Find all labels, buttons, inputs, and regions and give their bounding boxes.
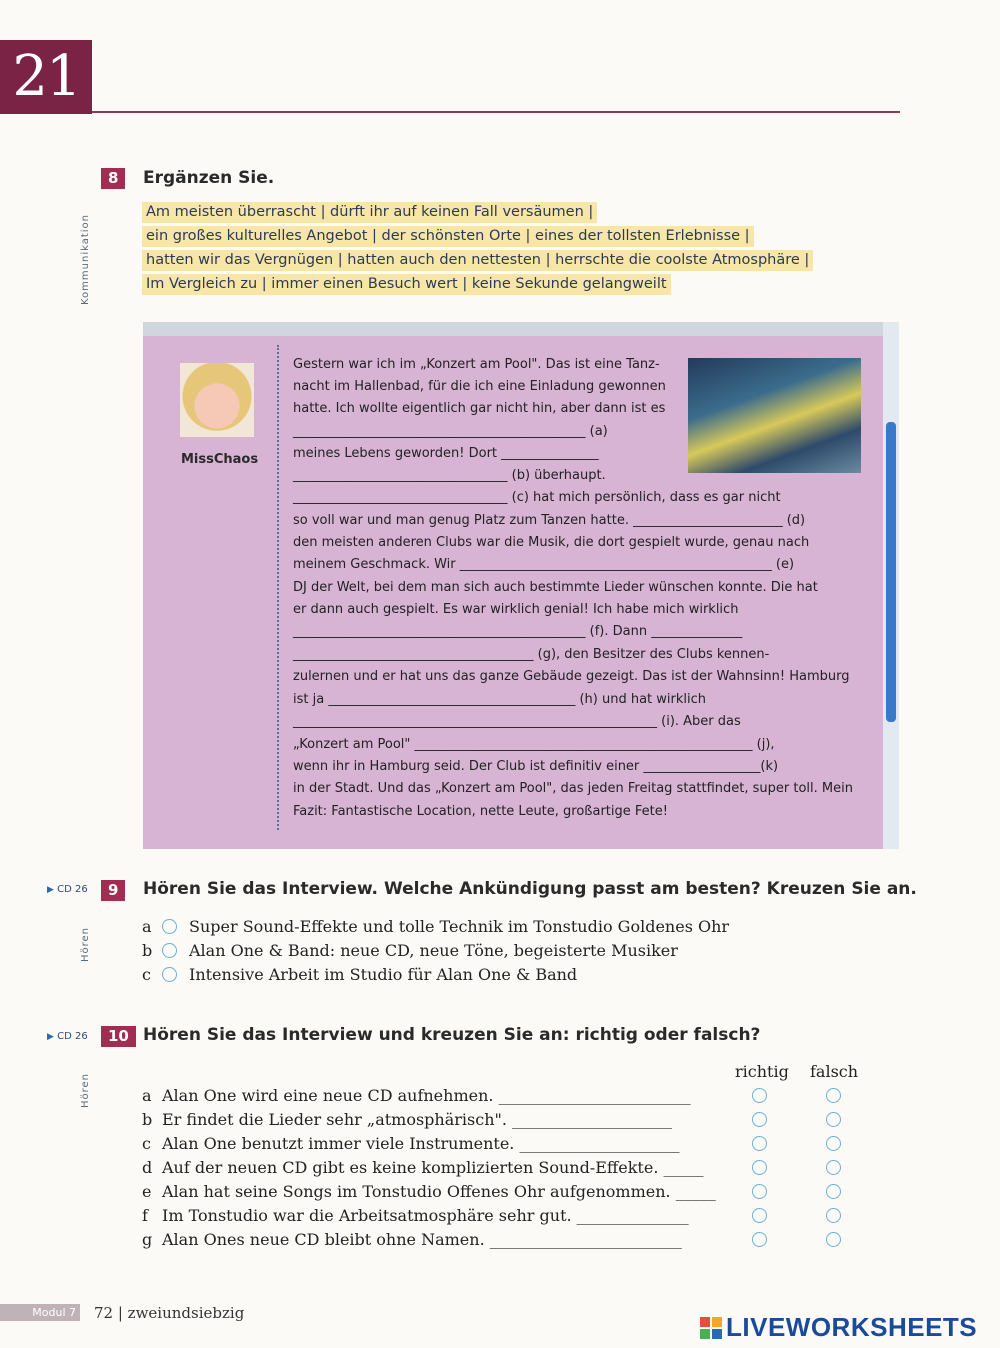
statement-a: a Alan One wird eine neue CD aufnehmen. ________________________ [142,1086,691,1105]
radio-falsch-e[interactable] [826,1184,841,1199]
radio-richtig-e[interactable] [752,1184,767,1199]
statement-f: f Im Tonstudio war die Arbeitsatmosphäre sehr gut. ______________ [142,1206,689,1225]
story-line: den meisten anderen Clubs war die Musik, die dort gespielt wurde, genau nach [293,535,810,550]
word-bank-line: ein großes kulturelles Angebot | der schönsten Orte | eines der tollsten Erlebnisse | [142,226,754,247]
story-line: zulernen und er hat uns das ganze Gebäude gezeigt. Das ist der Wahnsinn! Hamburg [293,669,850,684]
story-line: in der Stadt. Und das „Konzert am Pool", das jeden Freitag stattfindet, super toll. Mein [293,781,853,796]
chapter-number: 21 [0,40,92,114]
story-line-blank-g[interactable]: _____________________________________ (g), den Besitzer des Clubs kennen- [293,647,770,662]
story-line-blank-a[interactable]: _____________________________________________ (a) [293,424,608,439]
exercise-10-number: 10 [101,1026,136,1047]
radio-richtig-b[interactable] [752,1112,767,1127]
exercise-9-title: Hören Sie das Interview. Welche Ankündigung passt am besten? Kreuzen Sie an. [143,879,917,899]
story-line: DJ der Welt, bei dem man sich auch bestimmte Lieder wünschen konnte. Die hat [293,580,818,595]
story-line-blank-j[interactable]: „Konzert am Pool" ____________________________________________________ (j), [293,737,775,752]
avatar [180,363,254,437]
logo-icon [700,1317,722,1339]
statement-c: c Alan One benutzt immer viele Instrumente. ____________________ [142,1134,680,1153]
option-b[interactable]: b Alan One & Band: neue CD, neue Töne, begeisterte Musiker [142,941,678,960]
scroll-thumb[interactable] [886,422,896,722]
radio-richtig-d[interactable] [752,1160,767,1175]
exercise-9-number: 9 [101,880,125,901]
option-c[interactable]: c Intensive Arbeit im Studio für Alan One & Band [142,965,578,984]
liveworksheets-logo [700,1312,977,1343]
statement-e: e Alan hat seine Songs im Tonstudio Offenes Ohr aufgenommen. _____ [142,1182,716,1201]
play-icon: ▶ [47,885,54,895]
page-number: 72 | zweiundsiebzig [94,1304,245,1322]
story-line: hatte. Ich wollte eigentlich gar nicht hin, aber dann ist es [293,401,666,416]
radio-falsch-b[interactable] [826,1112,841,1127]
radio-falsch-d[interactable] [826,1160,841,1175]
panel-scrollbar[interactable] [883,322,899,849]
radio-circle[interactable] [162,943,177,958]
column-richtig: richtig [735,1062,789,1081]
exercise-10-title: Hören Sie das Interview und kreuzen Sie an: richtig oder falsch? [143,1025,761,1045]
play-icon: ▶ [47,1032,54,1042]
radio-falsch-f[interactable] [826,1208,841,1223]
radio-circle[interactable] [162,967,177,982]
story-line: Gestern war ich im „Konzert am Pool". Das ist eine Tanz- [293,357,660,372]
story-line-blank-b[interactable]: _________________________________ (b) überhaupt. [293,468,606,483]
story-line-blank-h[interactable]: ist ja ______________________________________ (h) und hat wirklich [293,692,706,707]
header-divider [92,111,900,113]
radio-falsch-g[interactable] [826,1232,841,1247]
radio-falsch-c[interactable] [826,1136,841,1151]
radio-richtig-f[interactable] [752,1208,767,1223]
story-line-blank-k[interactable]: wenn ihr in Hamburg seid. Der Club ist definitiv einer __________________(k) [293,759,779,774]
story-line-blank-i[interactable]: ________________________________________________________ (i). Aber das [293,714,741,729]
radio-richtig-a[interactable] [752,1088,767,1103]
author-name: MissChaos [181,452,259,467]
story-line[interactable]: meines Lebens geworden! Dort _______________ [293,446,599,461]
side-label-kommunikation: Kommunikation [80,213,91,305]
side-label-hoeren: Hören [80,926,91,962]
brand-name: LIVEWORKSHEETS [726,1312,978,1342]
cd-label: ▶ CD 26 [47,884,88,895]
story-line-blank-f[interactable]: _____________________________________________ (f). Dann ______________ [293,624,743,639]
story-line-blank-d[interactable]: so voll war und man genug Platz zum Tanzen hatte. _______________________ (d) [293,513,806,528]
word-bank-line: Am meisten überrascht | dürft ihr auf keinen Fall versäumen | [142,202,597,223]
column-falsch: falsch [810,1062,859,1081]
story-line-blank-c[interactable]: _________________________________ (c) hat mich persönlich, dass es gar nicht [293,490,781,505]
exercise-8-title: Ergänzen Sie. [143,168,275,188]
module-label: Modul 7 [0,1304,80,1321]
option-a[interactable]: a Super Sound-Effekte und tolle Technik im Tonstudio Goldenes Ohr [142,917,730,936]
radio-richtig-c[interactable] [752,1136,767,1151]
statement-g: g Alan Ones neue CD bleibt ohne Namen. ________________________ [142,1230,682,1249]
word-bank [142,202,813,298]
pool-photo [688,358,861,473]
story-line-blank-e[interactable]: meinem Geschmack. Wir ________________________________________________ (e) [293,557,795,572]
radio-circle[interactable] [162,919,177,934]
exercise-8-number: 8 [101,168,125,189]
dotted-divider [277,345,279,830]
story-line: Fazit: Fantastische Location, nette Leute, großartige Fete! [293,804,668,819]
word-bank-line: hatten wir das Vergnügen | hatten auch den nettesten | herrschte die coolste Atmosphäre | [142,250,813,271]
side-label-hoeren: Hören [80,1072,91,1108]
story-line: er dann auch gespielt. Es war wirklich genial! Ich habe mich wirklich [293,602,739,617]
cd-label: ▶ CD 26 [47,1031,88,1042]
statement-b: b Er findet die Lieder sehr „atmosphärisch". ____________________ [142,1110,673,1129]
story-line: nacht im Hallenbad, für die ich eine Einladung gewonnen [293,379,666,394]
word-bank-line: Im Vergleich zu | immer einen Besuch wert | keine Sekunde gelangweilt [142,274,671,295]
statement-d: d Auf der neuen CD gibt es keine komplizierten Sound-Effekte. _____ [142,1158,704,1177]
radio-richtig-g[interactable] [752,1232,767,1247]
radio-falsch-a[interactable] [826,1088,841,1103]
